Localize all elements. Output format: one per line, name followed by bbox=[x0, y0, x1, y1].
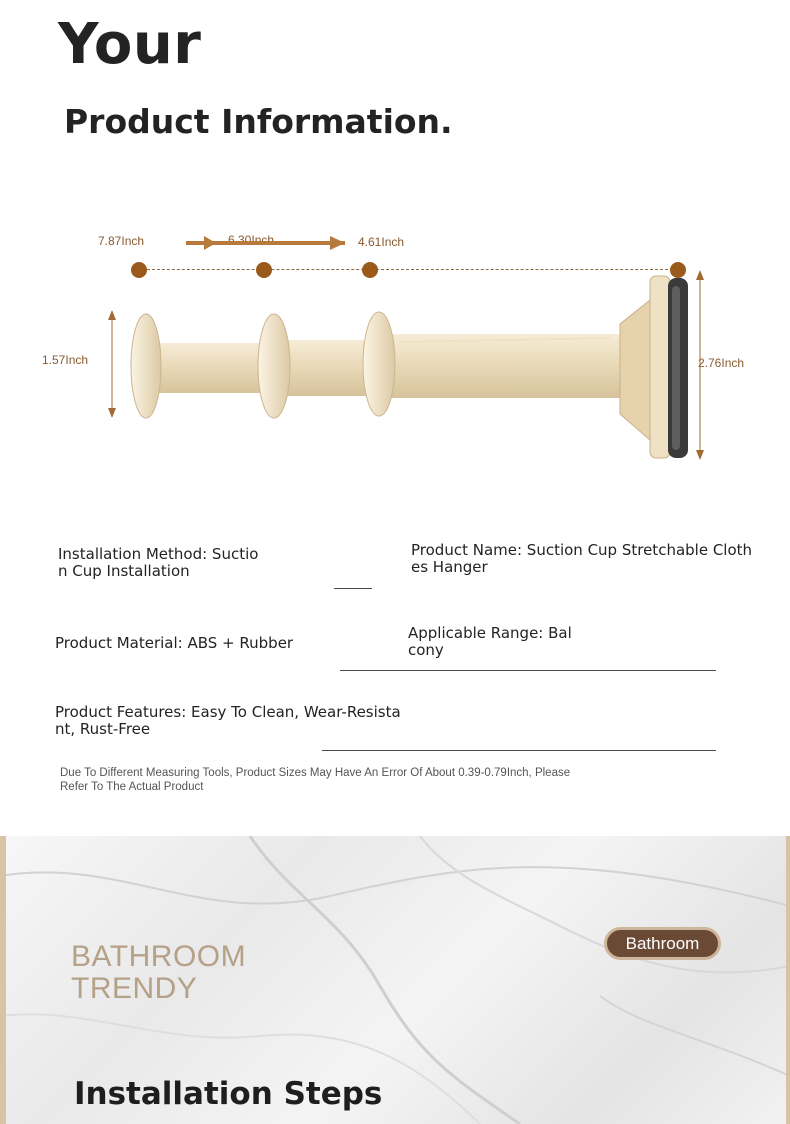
page-title-product-information: Product Information. bbox=[64, 102, 453, 141]
banner-heading-line1: BATHROOM bbox=[71, 940, 247, 973]
divider-line bbox=[322, 750, 716, 751]
spec-applicable-range bbox=[408, 625, 572, 659]
divider-line bbox=[340, 670, 716, 671]
dimension-label-top-left: 7.87Inch bbox=[98, 234, 145, 248]
spec-product-material: Product Material: ABS + Rubber bbox=[55, 634, 294, 652]
spec-product-features bbox=[55, 704, 401, 738]
measurement-disclaimer-line1: Due To Different Measuring Tools, Product Sizes May Have An Error Of About 0.39-0.79Inch, Please bbox=[60, 767, 571, 779]
spec-applicable-range-line2: cony bbox=[408, 641, 444, 659]
dimension-arrow-right bbox=[696, 270, 704, 460]
section-title-installation-steps: Installation Steps bbox=[74, 1076, 383, 1112]
banner-frame-left bbox=[0, 836, 6, 1124]
banner-frame-right bbox=[786, 836, 790, 1124]
dimension-arrow-top bbox=[186, 236, 345, 250]
measurement-disclaimer-line2: Refer To The Actual Product bbox=[60, 781, 204, 793]
spec-applicable-range-line1: Applicable Range: Bal bbox=[408, 624, 572, 642]
spec-product-features-line1: Product Features: Easy To Clean, Wear-Resista bbox=[55, 703, 401, 721]
spec-installation-method-line2: n Cup Installation bbox=[58, 562, 190, 580]
measurement-disclaimer bbox=[60, 766, 640, 794]
spec-product-name-line2: es Hanger bbox=[411, 558, 488, 576]
dimension-label-top-mid: 6.30Inch bbox=[228, 233, 275, 247]
spec-product-name bbox=[411, 542, 752, 576]
product-illustration-hanger bbox=[0, 200, 790, 480]
spec-product-features-line2: nt, Rust-Free bbox=[55, 720, 151, 738]
dimension-arrow-left bbox=[108, 310, 116, 418]
spec-installation-method-line1: Installation Method: Suctio bbox=[58, 545, 259, 563]
dimension-label-height-left: 1.57Inch bbox=[42, 353, 89, 367]
spec-installation-method bbox=[58, 546, 258, 580]
divider-line bbox=[334, 588, 372, 589]
spec-product-name-line1: Product Name: Suction Cup Stretchable Cloth bbox=[411, 541, 753, 559]
dimension-label-top-right: 4.61Inch bbox=[358, 235, 405, 249]
bathroom-tag-badge: Bathroom bbox=[604, 927, 721, 960]
page-title-your: Your bbox=[58, 12, 202, 77]
dimension-label-height-right: 2.76Inch bbox=[698, 356, 745, 370]
banner-heading-line2: TRENDY bbox=[71, 972, 198, 1005]
